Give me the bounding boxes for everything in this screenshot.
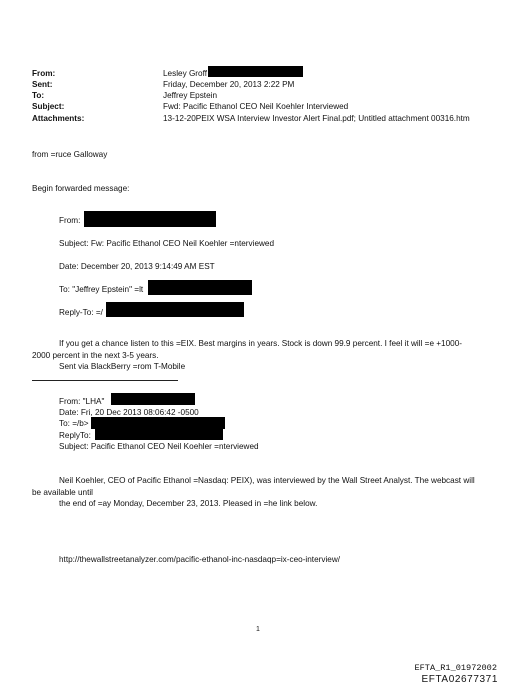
fwd2-date: Date: Fri, 20 Dec 2013 08:06:42 -0500 (59, 408, 199, 417)
footer-id-primary: EFTA_R1_01972002 (414, 663, 497, 673)
redaction-box (208, 66, 303, 77)
sent-value: Friday, December 20, 2013 2:22 PM (163, 80, 295, 89)
subject-value: Fwd: Pacific Ethanol CEO Neil Koehler Interviewed (163, 102, 349, 111)
fwd2-from: From: "LHA" (59, 397, 105, 406)
from-value: Lesley Groff (163, 69, 207, 78)
redaction-box (84, 211, 216, 227)
fwd1-reply-to: Reply-To: =/ (59, 308, 103, 317)
fwd1-from: From: (59, 216, 81, 225)
to-value: Jeffrey Epstein (163, 91, 218, 100)
subject-label: Subject: (32, 102, 65, 111)
fwd1-message-line2: 2000 percent in the next 3-5 years. (32, 351, 159, 360)
redaction-box (111, 393, 195, 405)
attachments-value: 13-12-20PEIX WSA Interview Investor Alert Final.pdf; Untitled attachment 00316.htm (163, 114, 470, 123)
redaction-box (95, 428, 223, 440)
separator-line (32, 380, 178, 381)
footer-id-secondary: EFTA02677371 (421, 674, 498, 685)
redaction-box (106, 302, 244, 317)
fwd2-reply-to: ReplyTo: (59, 431, 91, 440)
from-label: From: (32, 69, 56, 78)
begin-forwarded: Begin forwarded message: (32, 184, 130, 193)
attachments-label: Attachments: (32, 114, 85, 123)
fwd2-subject: Subject: Pacific Ethanol CEO Neil Koehler =nterviewed (59, 442, 259, 451)
article-link[interactable]: http://thewallstreetanalyzer.com/pacific-ethanol-inc-nasdaqp=ix-ceo-interview/ (59, 555, 341, 564)
fwd2-body-line2: be available until (32, 488, 93, 497)
fwd2-body-line3: the end of =ay Monday, December 23, 2013. Pleased in =he link below. (59, 499, 318, 508)
fwd1-to: To: "Jeffrey Epstein" =lt (59, 285, 144, 294)
fwd1-sent-via: Sent via BlackBerry =rom T-Mobile (59, 362, 186, 371)
from-line: from =ruce Galloway (32, 150, 108, 159)
redaction-box (148, 280, 252, 295)
to-label: To: (32, 91, 45, 100)
page-number: 1 (256, 626, 260, 633)
fwd1-date: Date: December 20, 2013 9:14:49 AM EST (59, 262, 215, 271)
sent-label: Sent: (32, 80, 53, 89)
fwd2-body-line1: Neil Koehler, CEO of Pacific Ethanol =Nasdaq: PEIX), was interviewed by the Wall Street Analyst. The webcast will (59, 476, 475, 485)
fwd1-subject: Subject: Fw: Pacific Ethanol CEO Neil Koehler =nterviewed (59, 239, 275, 248)
fwd2-to: To: =/b> (59, 419, 89, 428)
fwd1-message-line1: If you get a chance listen to this =EIX. Best margins in years. Stock is down 99.9 percent. I feel it will =e +1000- (59, 339, 462, 348)
